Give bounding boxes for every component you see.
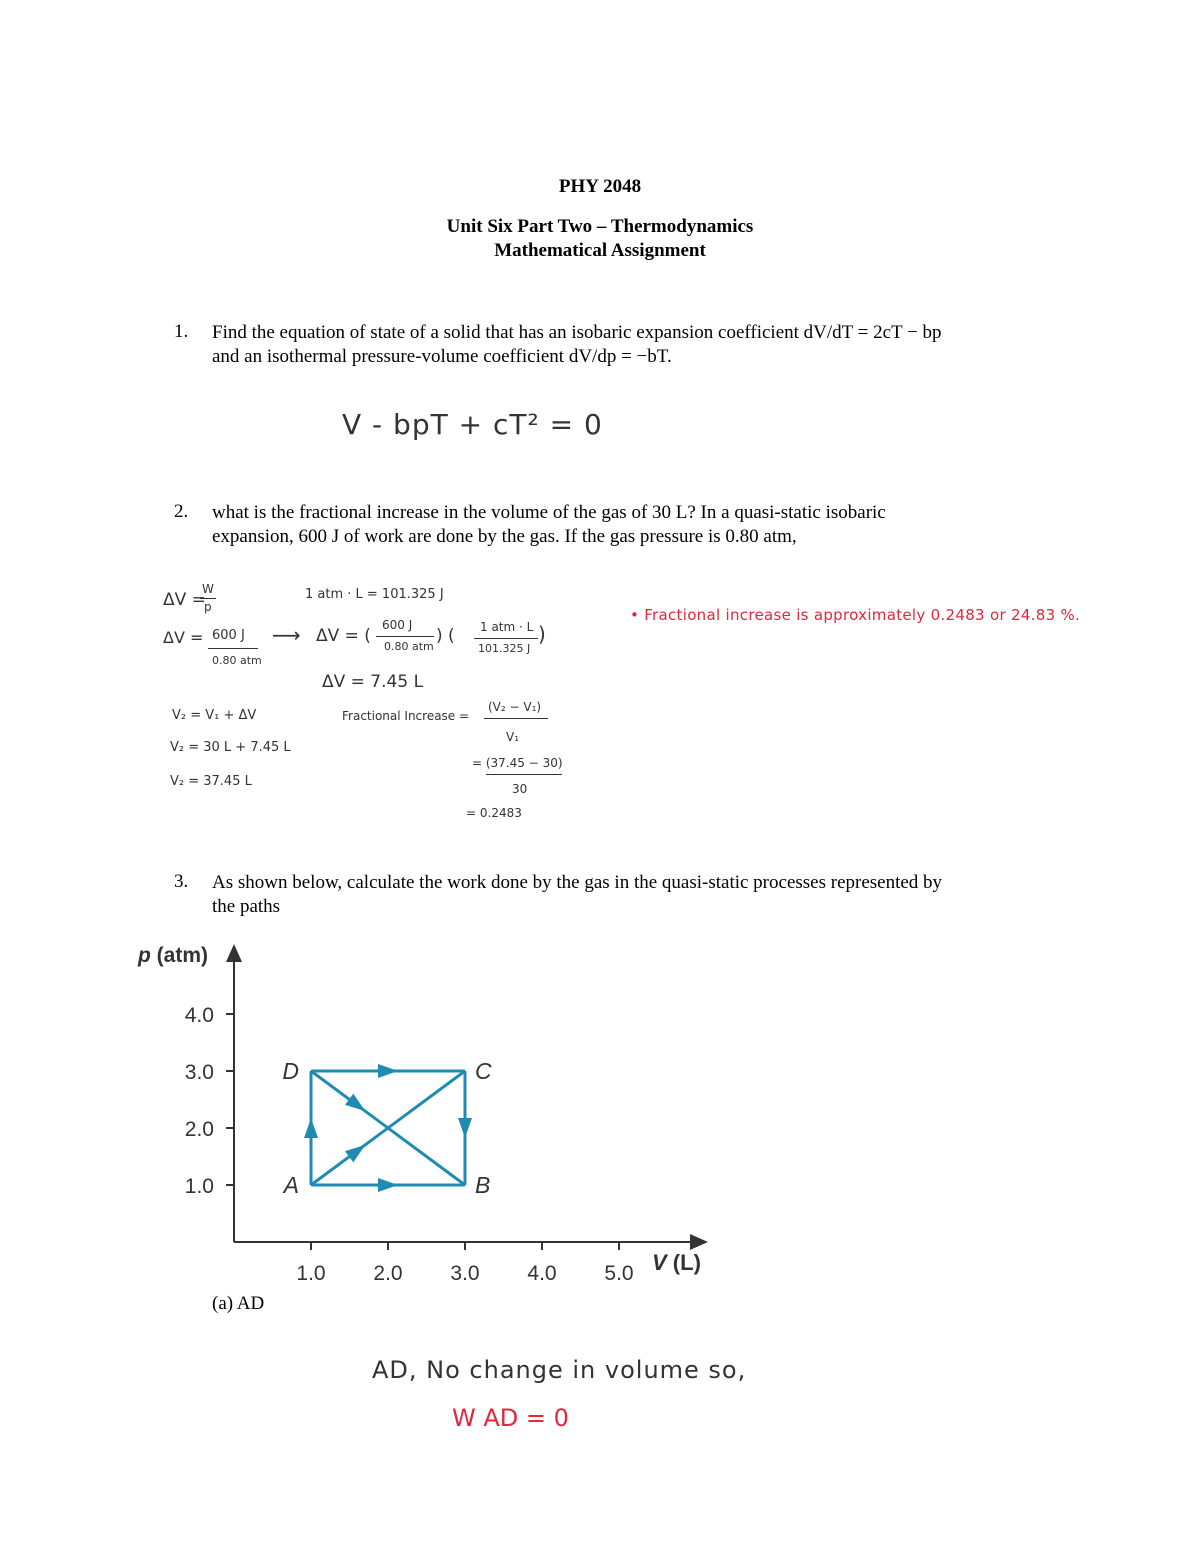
dv-conv-den2: 101.325 J (478, 642, 531, 655)
x-tick-label: 1.0 (296, 1262, 326, 1285)
q1-answer: V - bpT + cT² = 0 (342, 408, 603, 441)
dv-conv-den1: 0.80 atm (384, 640, 434, 653)
v2-line2: V₂ = 30 L + 7.45 L (170, 740, 291, 755)
unit-title: Unit Six Part Two – Thermodynamics (446, 216, 754, 237)
course-title: PHY 2048 (558, 176, 642, 197)
q3-number: 3. (174, 871, 189, 892)
frac-den: V₁ (506, 730, 520, 744)
q1-line2: and an isothermal pressure-volume coefficient dV/dp = −bT. (212, 346, 672, 367)
part-a-label: (a) AD (212, 1293, 265, 1314)
dv-conv-end: ) (538, 622, 546, 646)
dv-conv-lhs: ΔV = ( (316, 626, 371, 646)
frac-label: Fractional Increase = (342, 709, 470, 723)
x-tick-label: 2.0 (373, 1262, 403, 1285)
q1-number: 1. (174, 321, 189, 342)
unit-conversion: 1 atm · L = 101.325 J (305, 587, 444, 602)
frac-num: (V₂ − V₁) (488, 700, 542, 714)
x-axis-label: V (L) (652, 1250, 701, 1275)
q1-line1: Find the equation of state of a solid that has an isobaric expansion coefficient dV/dT = 2cT − bp (212, 322, 942, 343)
assignment-title: Mathematical Assignment (494, 240, 706, 261)
point-label-c: C (475, 1058, 492, 1084)
x-tick-label: 5.0 (604, 1262, 634, 1285)
dv-conv-mid: ) ( (436, 626, 455, 646)
y-tick-label: 1.0 (184, 1175, 214, 1198)
q2-line1: what is the fractional increase in the volume of the gas of 30 L? In a quasi-static isobaric (212, 502, 886, 523)
dv-formula-lhs: ΔV = (163, 590, 206, 610)
q3-answer-line: AD, No change in volume so, (372, 1356, 747, 1384)
point-label-d: D (282, 1058, 299, 1084)
y-tick-label: 4.0 (184, 1004, 214, 1027)
frac-sub-den: 30 (512, 782, 528, 796)
dv-formula-num: W (202, 582, 214, 596)
v2-line3: V₂ = 37.45 L (170, 774, 252, 789)
q2-number: 2. (174, 501, 189, 522)
dv-result: ΔV = 7.45 L (322, 672, 424, 692)
arrowhead-cb (458, 1118, 472, 1138)
y-axis-label: p (atm) (138, 944, 208, 967)
x-tick-label: 3.0 (450, 1262, 480, 1285)
frac-result: = 0.2483 (466, 806, 522, 820)
v2-line1: V₂ = V₁ + ΔV (172, 708, 257, 723)
point-label-a: A (283, 1172, 299, 1198)
arrowhead-ab (378, 1178, 398, 1192)
arrow-icon: ⟶ (272, 623, 301, 647)
arrowhead-ad (304, 1118, 318, 1138)
dv-sub-den: 0.80 atm (212, 654, 262, 667)
y-tick-label: 2.0 (184, 1118, 214, 1141)
dv-formula-den: p (204, 600, 212, 614)
q2-conclusion: • Fractional increase is approximately 0.2483 or 24.83 %. (630, 606, 1081, 624)
dv-sub-lhs: ΔV = (163, 628, 204, 647)
point-label-b: B (475, 1172, 491, 1198)
q3-line2: the paths (212, 896, 281, 917)
arrowhead-dc (378, 1064, 398, 1078)
dv-conv-num2: 1 atm · L (480, 620, 534, 634)
q3-line1: As shown below, calculate the work done by the gas in the quasi-static processes represented by (212, 872, 943, 893)
dv-conv-num1: 600 J (382, 618, 413, 632)
y-tick-label: 3.0 (184, 1061, 214, 1084)
q2-line2: expansion, 600 J of work are done by the gas. If the gas pressure is 0.80 atm, (212, 526, 797, 547)
x-tick-label: 4.0 (527, 1262, 557, 1285)
frac-sub-num: = (37.45 − 30) (472, 756, 563, 770)
q3-answer-result: W AD = 0 (452, 1404, 569, 1432)
dv-sub-num: 600 J (212, 628, 245, 643)
